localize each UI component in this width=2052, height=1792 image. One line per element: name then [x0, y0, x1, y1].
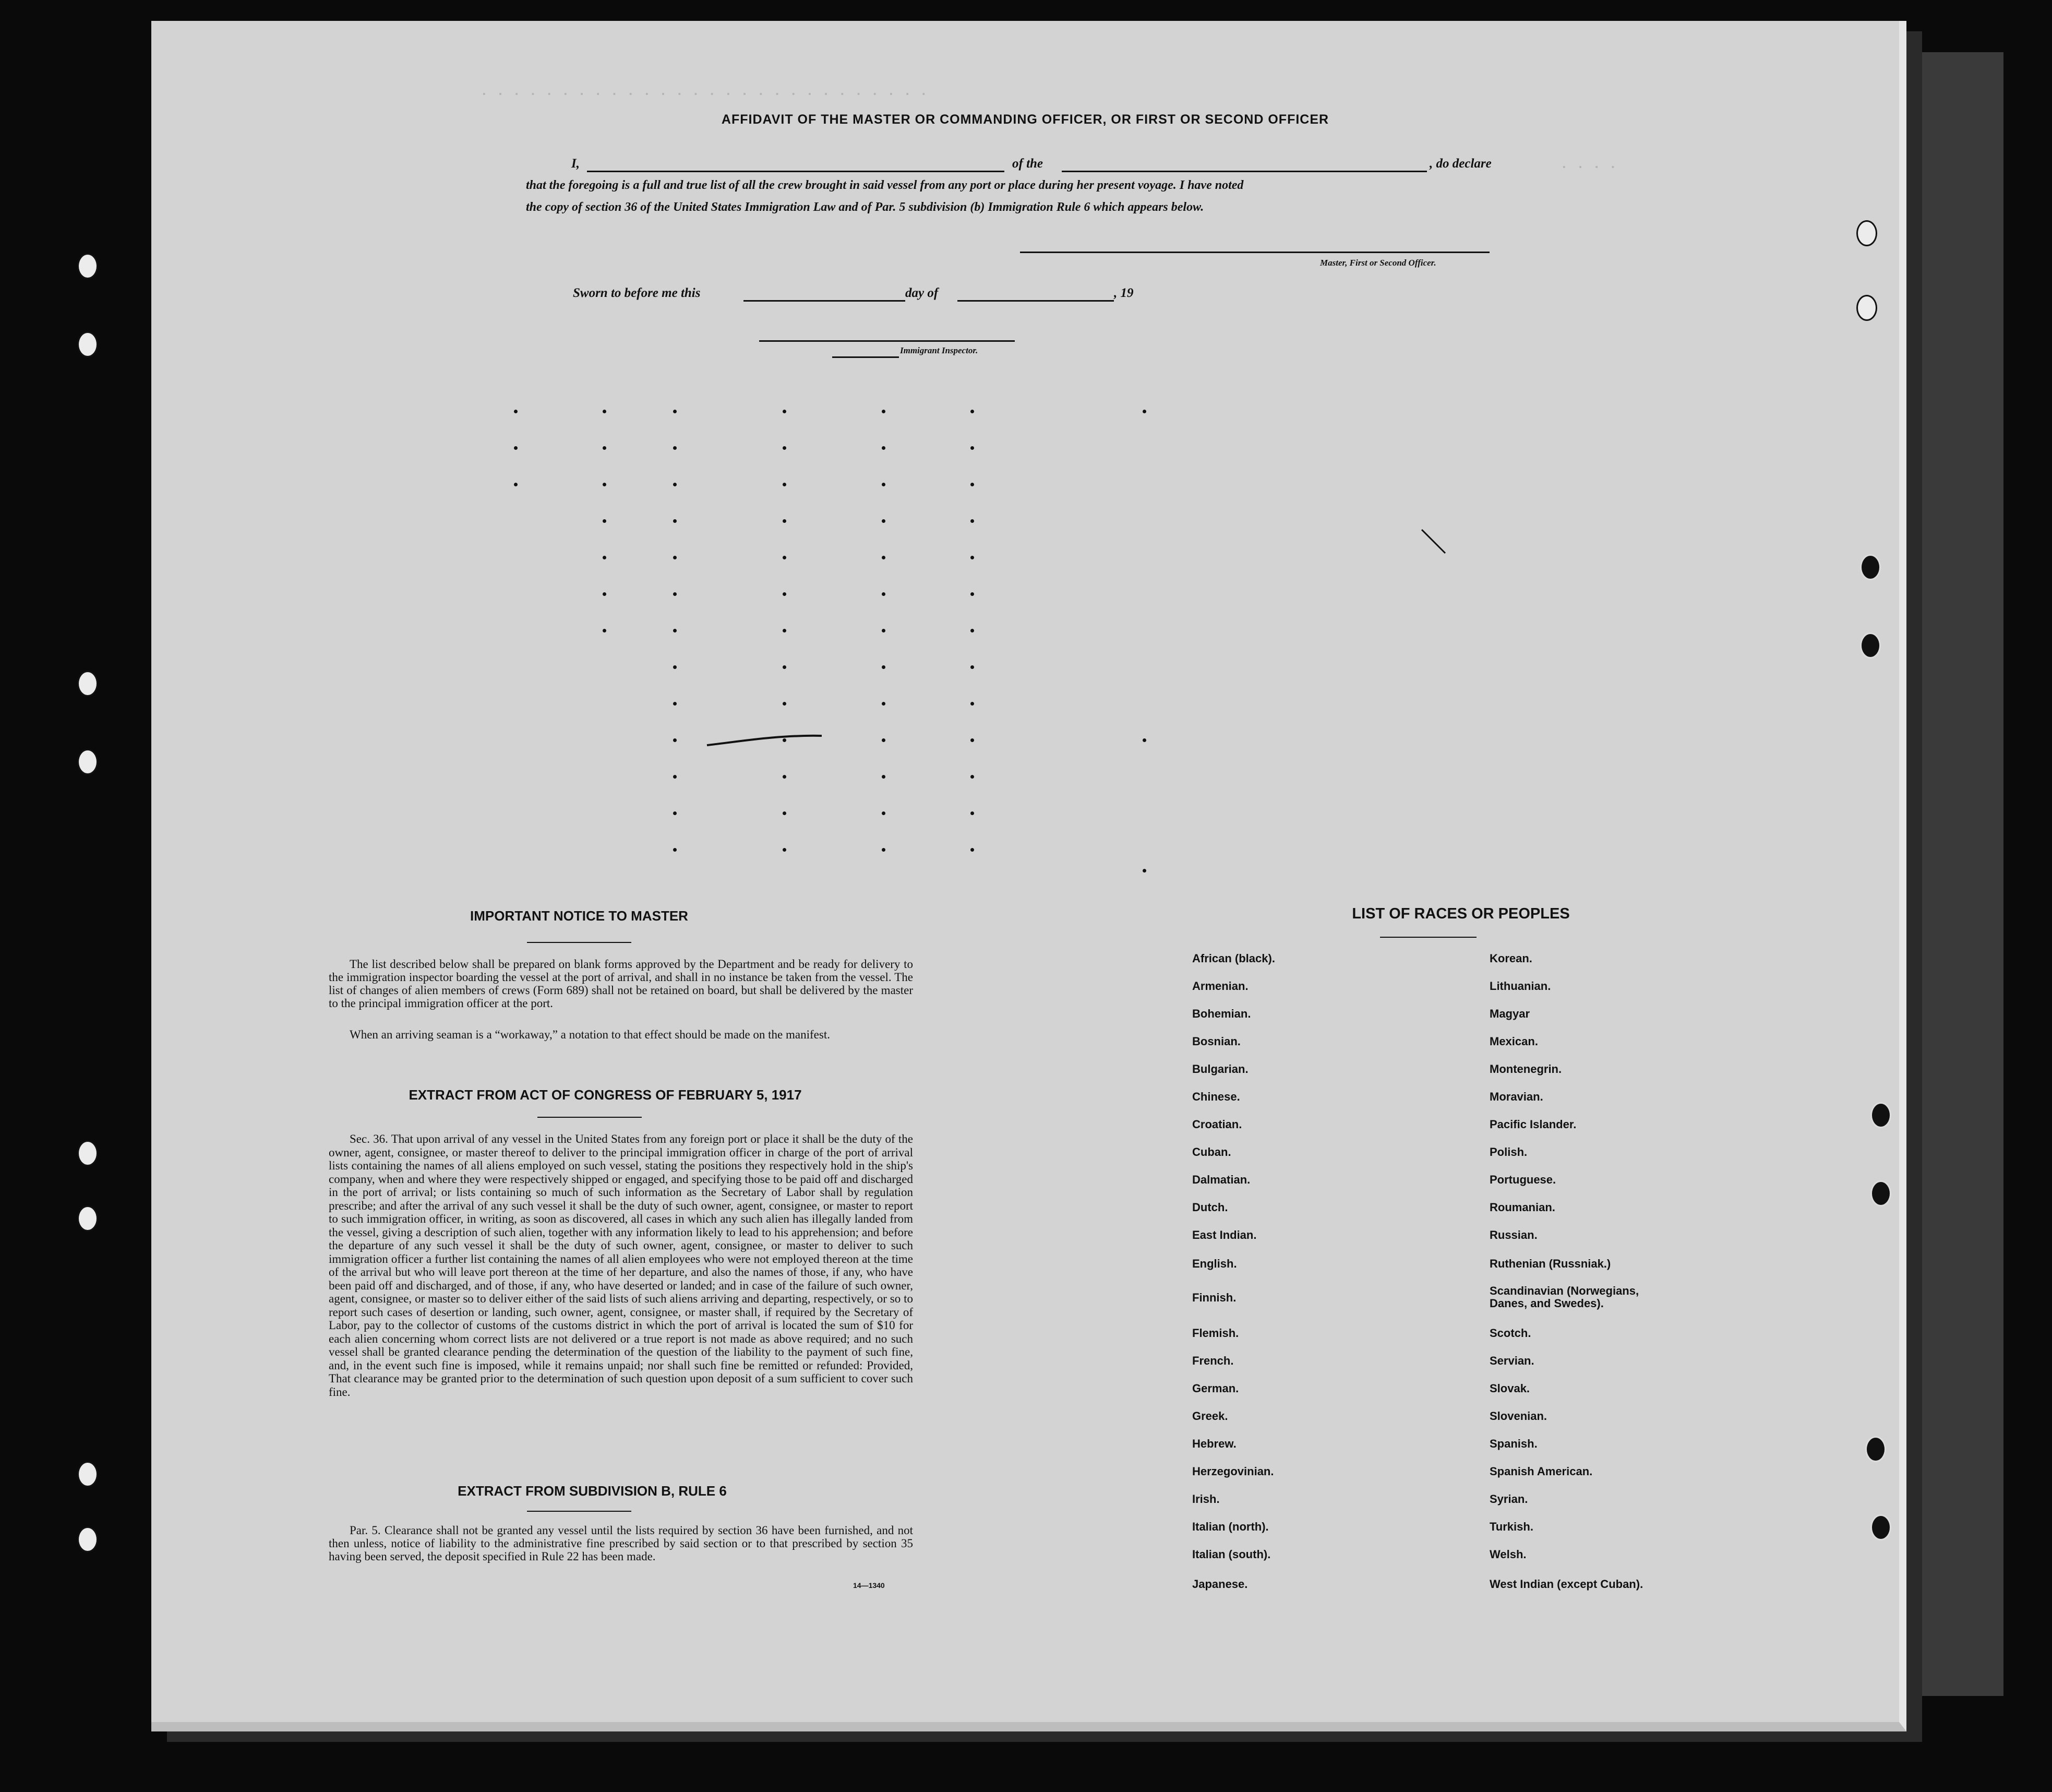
sworn-label: Sworn to before me this	[573, 286, 701, 300]
race-item: Dalmatian.	[1192, 1173, 1251, 1186]
race-item: Herzegovinian.	[1192, 1465, 1274, 1478]
dot	[882, 738, 885, 742]
dot	[673, 446, 677, 450]
affidavit-line-2: that the foregoing is a full and true list of all the crew brought in said vessel from any port or place during her present voyage. I have noted	[526, 178, 1244, 192]
race-item: Mexican.	[1490, 1035, 1538, 1048]
dot	[882, 665, 885, 669]
inspector-line-short	[832, 356, 899, 358]
race-item: Ruthenian (Russniak.)	[1490, 1257, 1611, 1270]
dot	[783, 446, 786, 450]
dot	[970, 738, 974, 742]
dot	[882, 483, 885, 486]
race-item: Hebrew.	[1192, 1437, 1237, 1450]
race-item: Greek.	[1192, 1409, 1228, 1423]
dot	[970, 665, 974, 669]
dot	[970, 556, 974, 559]
binder-hole	[77, 331, 98, 357]
pen-mark	[1419, 527, 1450, 558]
race-item: Lithuanian.	[1490, 979, 1551, 993]
race-item: Croatian.	[1192, 1118, 1242, 1131]
race-item: Spanish.	[1490, 1437, 1538, 1450]
month-line[interactable]	[957, 300, 1114, 302]
race-item: Japanese.	[1192, 1578, 1248, 1591]
race-item: Italian (north).	[1192, 1520, 1269, 1533]
race-item: Syrian.	[1490, 1492, 1528, 1506]
form-number: 14—1340	[853, 1581, 885, 1590]
dot	[1143, 869, 1146, 873]
dot	[603, 410, 606, 413]
dot	[882, 848, 885, 852]
dot	[673, 556, 677, 559]
dot	[783, 483, 786, 486]
of-the-label: of the	[1012, 157, 1043, 171]
race-item: Bosnian.	[1192, 1035, 1241, 1048]
dot	[603, 519, 606, 523]
vessel-line[interactable]	[1062, 171, 1427, 172]
dot	[783, 702, 786, 706]
race-item: Bohemian.	[1192, 1007, 1251, 1020]
dot	[882, 811, 885, 815]
dot	[882, 592, 885, 596]
dot	[882, 519, 885, 523]
binder-hole	[1860, 554, 1881, 580]
dot	[673, 483, 677, 486]
dot	[970, 775, 974, 779]
dot	[882, 775, 885, 779]
dot	[1143, 738, 1146, 742]
affidavit-line-3: the copy of section 36 of the United States Immigration Law and of Par. 5 subdivision (b) Immigration Rule 6 which appears below.	[526, 200, 1204, 214]
binder-hole	[77, 1140, 98, 1166]
manifest-page	[151, 21, 1906, 1731]
race-item: Servian.	[1490, 1354, 1534, 1367]
rule	[1380, 937, 1477, 938]
dot	[673, 629, 677, 632]
race-item: Moravian.	[1490, 1090, 1543, 1103]
race-item: Korean.	[1490, 952, 1532, 965]
dot	[603, 483, 606, 486]
dot	[673, 811, 677, 815]
binder-hole	[77, 253, 98, 279]
dot	[514, 483, 518, 486]
binder-hole	[1870, 1102, 1891, 1128]
dot	[673, 410, 677, 413]
race-item: Scandinavian (Norwegians, Danes, and Swedes).	[1490, 1284, 1639, 1310]
race-item: Polish.	[1490, 1145, 1528, 1158]
dot	[783, 519, 786, 523]
dot	[673, 519, 677, 523]
binder-hole	[1870, 1514, 1891, 1540]
dot	[783, 811, 786, 815]
binder-hole	[1856, 220, 1877, 246]
dot	[783, 665, 786, 669]
dot	[514, 410, 518, 413]
race-item: Portuguese.	[1490, 1173, 1556, 1186]
race-item: Roumanian.	[1490, 1201, 1555, 1214]
dot	[783, 592, 786, 596]
dot	[673, 775, 677, 779]
dot	[970, 519, 974, 523]
binder-hole	[77, 749, 98, 775]
inspector-line[interactable]	[759, 340, 1015, 342]
race-item: Bulgarian.	[1192, 1062, 1249, 1076]
dot	[673, 848, 677, 852]
dot	[603, 592, 606, 596]
dot	[970, 848, 974, 852]
affidavit-title: AFFIDAVIT OF THE MASTER OR COMMANDING OFFICER, OR FIRST OR SECOND OFFICER	[721, 112, 1329, 127]
binder-hole	[77, 1461, 98, 1487]
signature-line[interactable]	[1020, 252, 1490, 253]
dot	[673, 738, 677, 742]
race-item: Cuban.	[1192, 1145, 1231, 1158]
dot	[1143, 410, 1146, 413]
dot	[970, 629, 974, 632]
race-item: Flemish.	[1192, 1327, 1239, 1340]
race-item: Spanish American.	[1490, 1465, 1593, 1478]
race-item: Finnish.	[1192, 1291, 1237, 1304]
i-label: I,	[571, 157, 580, 171]
dot	[514, 446, 518, 450]
dot	[970, 702, 974, 706]
rule	[527, 942, 631, 943]
notice-para-1: The list described below shall be prepared on blank forms approved by the Department and be ready for delivery to the immigration inspector boarding the vessel at the port of arrival, and shall in no instance be taken from the vessel. The list of changes of alien members of crews (Form 689) shall not be retained on board, but shall be delivered by the master to the principal immigration officer at the port.	[329, 958, 913, 1010]
dot	[603, 556, 606, 559]
dot	[673, 702, 677, 706]
race-item: Dutch.	[1192, 1201, 1228, 1214]
race-item: French.	[1192, 1354, 1234, 1367]
name-line[interactable]	[587, 171, 1004, 172]
race-item: Pacific Islander.	[1490, 1118, 1577, 1131]
notice-title: IMPORTANT NOTICE TO MASTER	[470, 908, 688, 924]
binder-hole	[77, 1205, 98, 1232]
binder-hole	[1860, 632, 1881, 659]
dot	[882, 410, 885, 413]
race-item: Magyar	[1490, 1007, 1530, 1020]
race-item: Chinese.	[1192, 1090, 1240, 1103]
bleed-through-text: . . . .	[1560, 157, 1617, 172]
rule	[527, 1511, 631, 1512]
race-item: Slovak.	[1490, 1382, 1530, 1395]
year-label: , 19	[1114, 286, 1134, 300]
dot	[603, 446, 606, 450]
rule	[537, 1117, 642, 1118]
sworn-day-line[interactable]	[743, 300, 905, 302]
race-item: German.	[1192, 1382, 1239, 1395]
race-item: African (black).	[1192, 952, 1275, 965]
dot	[783, 556, 786, 559]
dot	[970, 483, 974, 486]
race-item: Italian (south).	[1192, 1548, 1271, 1561]
binder-hole	[1865, 1436, 1886, 1462]
pen-stroke	[704, 731, 824, 751]
race-item: Welsh.	[1490, 1548, 1527, 1561]
dot	[603, 629, 606, 632]
extract-rule-text: Par. 5. Clearance shall not be granted any vessel until the lists required by section 36 have been furnished, and not then unless, notice of liability to the administrative fine prescribed by said section or to that prescribed by section 35 having been served, the deposit specified in Rule 22 has been made.	[329, 1524, 913, 1563]
dot	[783, 775, 786, 779]
binder-hole	[1856, 295, 1877, 321]
extract-rule-title: EXTRACT FROM SUBDIVISION B, RULE 6	[458, 1483, 727, 1499]
inspector-caption: Immigrant Inspector.	[900, 345, 978, 355]
notice-para-2: When an arriving seaman is a “workaway,” a notation to that effect should be made on the manifest.	[350, 1028, 830, 1041]
race-item: Irish.	[1192, 1492, 1220, 1506]
dot	[970, 811, 974, 815]
do-declare-label: , do declare	[1430, 157, 1492, 171]
day-of-label: day of	[905, 286, 939, 300]
dot	[882, 446, 885, 450]
race-item: West Indian (except Cuban).	[1490, 1578, 1643, 1591]
race-item: Turkish.	[1490, 1520, 1533, 1533]
binder-hole	[77, 1526, 98, 1552]
race-item: English.	[1192, 1257, 1237, 1270]
dot	[783, 629, 786, 632]
race-item: Montenegrin.	[1490, 1062, 1562, 1076]
dot	[970, 592, 974, 596]
extract-act-title: EXTRACT FROM ACT OF CONGRESS OF FEBRUARY 5, 1917	[409, 1087, 802, 1103]
binder-hole	[77, 671, 98, 697]
dot	[882, 629, 885, 632]
signature-caption: Master, First or Second Officer.	[1320, 258, 1436, 268]
bleed-through-text: . . . . . . . . . . . . . . . . . . . . . . . . . . . .	[480, 83, 928, 99]
race-item: Russian.	[1490, 1228, 1538, 1241]
race-item: Armenian.	[1192, 979, 1249, 993]
backing-sheet	[1899, 52, 2003, 1696]
race-item: Scotch.	[1490, 1327, 1531, 1340]
binder-hole	[1870, 1180, 1891, 1206]
race-item: East Indian.	[1192, 1228, 1257, 1241]
races-title: LIST OF RACES OR PEOPLES	[1352, 905, 1570, 922]
dot	[673, 665, 677, 669]
dot	[783, 848, 786, 852]
dot	[882, 556, 885, 559]
dot	[783, 410, 786, 413]
dot	[673, 592, 677, 596]
dot	[970, 446, 974, 450]
dot	[882, 702, 885, 706]
extract-act-text: Sec. 36. That upon arrival of any vessel in the United States from any foreign port or place it shall be the duty of the owner, agent, consignee, or master thereof to deliver to the principal immigration officer in charge of the port of arrival lists containing the names of all aliens employed on such vessel, stating the positions they respectively hold in the ship's company, when and where they were respectively shipped or engaged, and specifying those to be paid off and discharged in the port of arrival; or lists containing so much of such information as the Secretary of Labor shall by regulation prescribe; and after the arrival of any such vessel it shall be the duty of such owner, agent, consignee, or master to report to such immigration officer, in writing, as soon as discovered, all cases in which any such alien has illegally landed from the vessel, giving a description of such alien, together with any information likely to lead to his apprehension; and before the departure of any such vessel it shall be the duty of such owner, agent, consignee, or master to deliver to such immigration officer a further list containing the names of all alien employees who were not employed thereon at the time of the arrival but who will leave port thereon at the time of her departure, and also the names of those, if any, who have been paid off and discharged, and of those, if any, who have deserted or landed; and in case of the failure of such owner, agent, consignee, or master so to deliver either of the said lists of such aliens arriving and departing, respectively, or so to report such cases of desertion or landing, such owner, agent, consignee, or master shall, if required by the Secretary of Labor, pay to the collector of customs of the customs district in which the port of arrival is located the sum of $10 for each alien concerning whom correct lists are not delivered or a true report is not made as above required; and no such vessel shall be granted clearance pending the determination of the question of the liability to the payment of such fine, and, in the event such fine is imposed, while it remains unpaid; nor shall such fine be remitted or refunded: Provided, That clearance may be granted prior to the determination of such question upon deposit of a sum sufficient to cover such fine.	[329, 1132, 913, 1399]
dot	[970, 410, 974, 413]
race-item: Slovenian.	[1490, 1409, 1547, 1423]
